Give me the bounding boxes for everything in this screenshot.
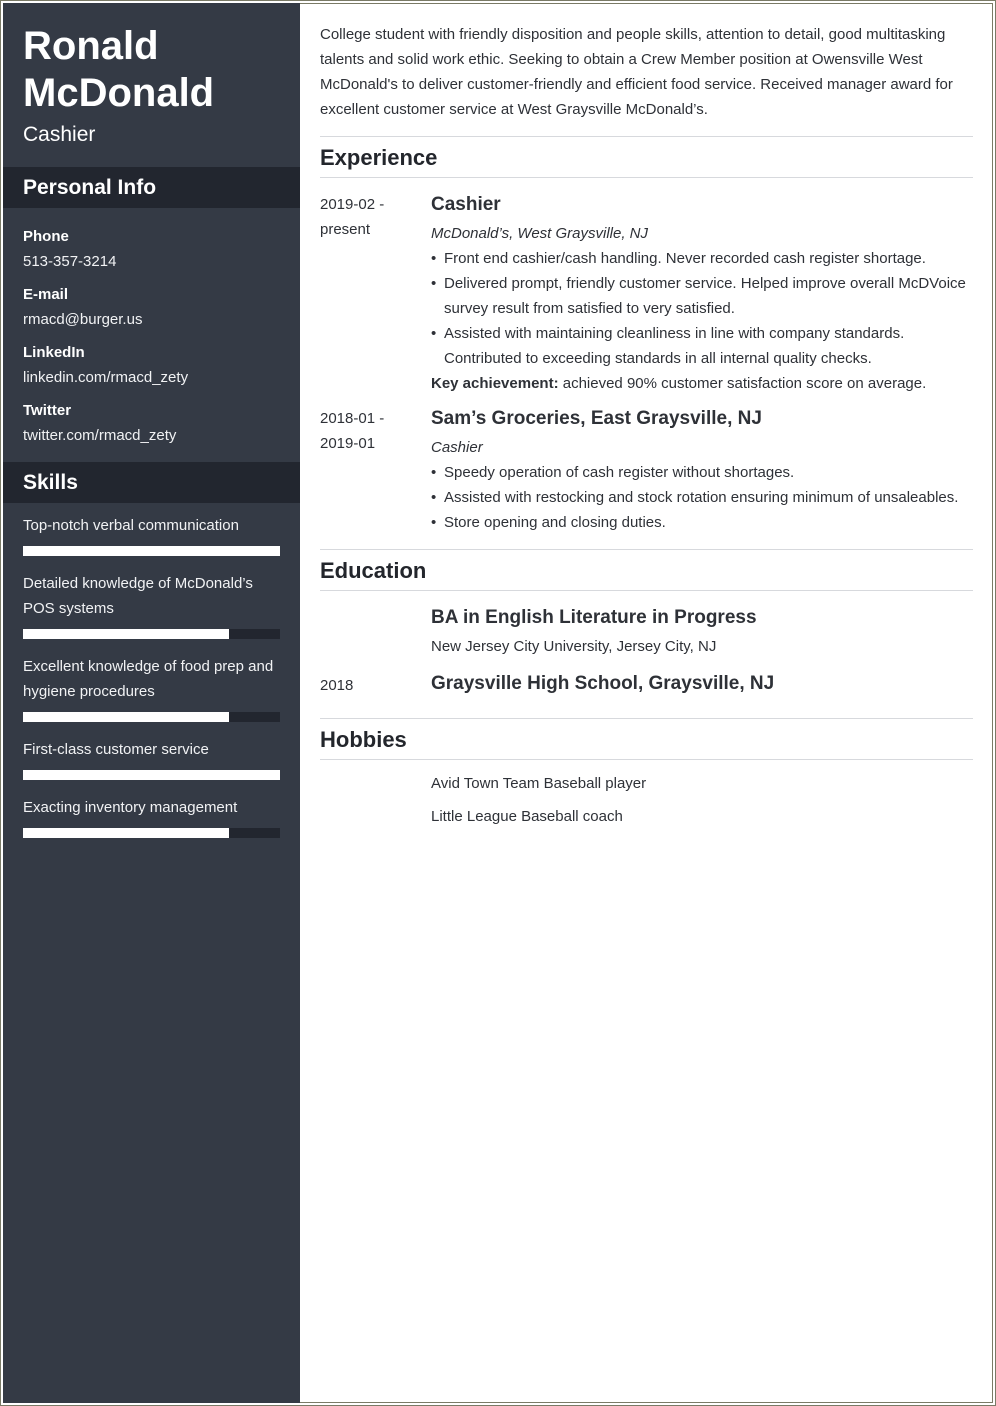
skill-level-bar bbox=[23, 828, 280, 838]
skill-label: Top-notch verbal communication bbox=[23, 517, 239, 534]
hobby-item: Avid Town Team Baseball player bbox=[431, 775, 647, 792]
education-entry bbox=[320, 591, 973, 659]
education-entry bbox=[320, 659, 973, 700]
info-item-email bbox=[23, 282, 280, 332]
key-achievement bbox=[431, 371, 973, 396]
skill-level-fill bbox=[23, 712, 229, 722]
entry-date bbox=[320, 192, 431, 396]
entry-date: 2018 bbox=[320, 677, 354, 694]
experience-heading: Experience bbox=[320, 137, 973, 178]
info-label: LinkedIn bbox=[23, 344, 85, 361]
candidate-title: Cashier bbox=[23, 123, 96, 146]
skill-level-bar bbox=[23, 712, 280, 722]
info-item-phone bbox=[23, 224, 280, 274]
skill-label: Exacting inventory management bbox=[23, 799, 238, 816]
info-item-twitter bbox=[23, 398, 280, 448]
experience-entry bbox=[320, 396, 973, 535]
skill-level-bar bbox=[23, 629, 280, 639]
hobbies-list bbox=[320, 760, 973, 829]
entry-body bbox=[431, 605, 973, 659]
experience-entry bbox=[320, 178, 973, 396]
entry-title: BA in English Literature in Progress bbox=[431, 607, 757, 628]
hobby-item: Little League Baseball coach bbox=[431, 808, 623, 825]
education-section bbox=[320, 550, 973, 700]
entry-date-start: 2019-02 - bbox=[320, 196, 385, 213]
skill-level-bar bbox=[23, 546, 280, 556]
hobbies-section bbox=[320, 719, 973, 829]
entry-body bbox=[431, 192, 973, 396]
entry-date-end: present bbox=[320, 221, 371, 238]
bullet-item: • Speedy operation of cash register without shortages. bbox=[431, 460, 973, 485]
twitter-value[interactable]: twitter.com/rmacd_zety bbox=[23, 427, 177, 444]
skill-label: Excellent knowledge of food prep and hygiene procedures bbox=[23, 658, 274, 700]
info-label: Twitter bbox=[23, 402, 72, 419]
entry-bullets bbox=[431, 460, 973, 535]
bullet-item: • Front end cashier/cash handling. Never recorded cash register shortage. bbox=[431, 246, 973, 271]
entry-subtitle: McDonald’s, West Graysville, NJ bbox=[431, 225, 649, 242]
bullet-item: • Assisted with restocking and stock rotation ensuring minimum of unsaleables. bbox=[431, 485, 973, 510]
entry-title: Graysville High School, Graysville, NJ bbox=[431, 673, 775, 694]
candidate-first-name: Ronald bbox=[23, 24, 159, 68]
phone-value[interactable]: 513-357-3214 bbox=[23, 253, 117, 270]
entry-title: Cashier bbox=[431, 194, 501, 215]
skill-item bbox=[23, 571, 280, 639]
bullet-item: • Store opening and closing duties. bbox=[431, 510, 973, 535]
skill-level-fill bbox=[23, 629, 229, 639]
achievement-label: Key achievement: bbox=[431, 375, 559, 392]
experience-section bbox=[320, 137, 973, 535]
personal-info-heading: Personal Info bbox=[3, 167, 300, 208]
entry-detail: New Jersey City University, Jersey City, NJ bbox=[431, 638, 717, 655]
entry-subtitle: Cashier bbox=[431, 439, 483, 456]
entry-title: Sam’s Groceries, East Graysville, NJ bbox=[431, 408, 762, 429]
candidate-name bbox=[3, 3, 300, 117]
entry-body bbox=[431, 671, 973, 700]
entry-date bbox=[320, 406, 431, 535]
skill-item bbox=[23, 513, 280, 556]
candidate-last-name: McDonald bbox=[23, 71, 215, 115]
entry-date-end: 2019-01 bbox=[320, 435, 376, 452]
skill-label: First-class customer service bbox=[23, 741, 209, 758]
skill-level-bar bbox=[23, 770, 280, 780]
entry-date-start: 2018-01 - bbox=[320, 410, 385, 427]
main-content bbox=[320, 22, 973, 837]
skill-item bbox=[23, 654, 280, 722]
skill-level-fill bbox=[23, 770, 280, 780]
skills-heading: Skills bbox=[3, 462, 300, 503]
entry-body bbox=[431, 406, 973, 535]
achievement-text: achieved 90% customer satisfaction score on average. bbox=[558, 375, 927, 392]
info-label: Phone bbox=[23, 228, 69, 245]
skill-item bbox=[23, 795, 280, 838]
skill-level-fill bbox=[23, 828, 229, 838]
personal-info-list bbox=[3, 208, 300, 462]
skill-level-fill bbox=[23, 546, 280, 556]
sidebar bbox=[3, 3, 300, 1403]
hobbies-heading: Hobbies bbox=[320, 719, 973, 760]
profile-summary: College student with friendly disposition and people skills, attention to detail, good multitasking talents and solid work ethic. Seeking to obtain a Crew Member position at Owensville West McDonald's to deliver customer-friendly and efficient food service. Received manager award for excellent customer service at West Graysville McDonald’s. bbox=[320, 22, 973, 137]
info-item-linkedin bbox=[23, 340, 280, 390]
email-value[interactable]: rmacd@burger.us bbox=[23, 311, 143, 328]
entry-date bbox=[320, 605, 431, 659]
skill-label: Detailed knowledge of McDonald’s POS systems bbox=[23, 575, 253, 617]
entry-bullets bbox=[431, 246, 973, 371]
info-label: E-mail bbox=[23, 286, 69, 303]
skills-list bbox=[3, 503, 300, 838]
bullet-item: • Delivered prompt, friendly customer service. Helped improve overall McDVoice survey result from satisfied to very satisfied. bbox=[431, 271, 973, 321]
skill-item bbox=[23, 737, 280, 780]
bullet-item: • Assisted with maintaining cleanliness in line with company standards. Contributed to exceeding standards in all internal quality checks. bbox=[431, 321, 973, 371]
linkedin-value[interactable]: linkedin.com/rmacd_zety bbox=[23, 369, 189, 386]
education-heading: Education bbox=[320, 550, 973, 591]
